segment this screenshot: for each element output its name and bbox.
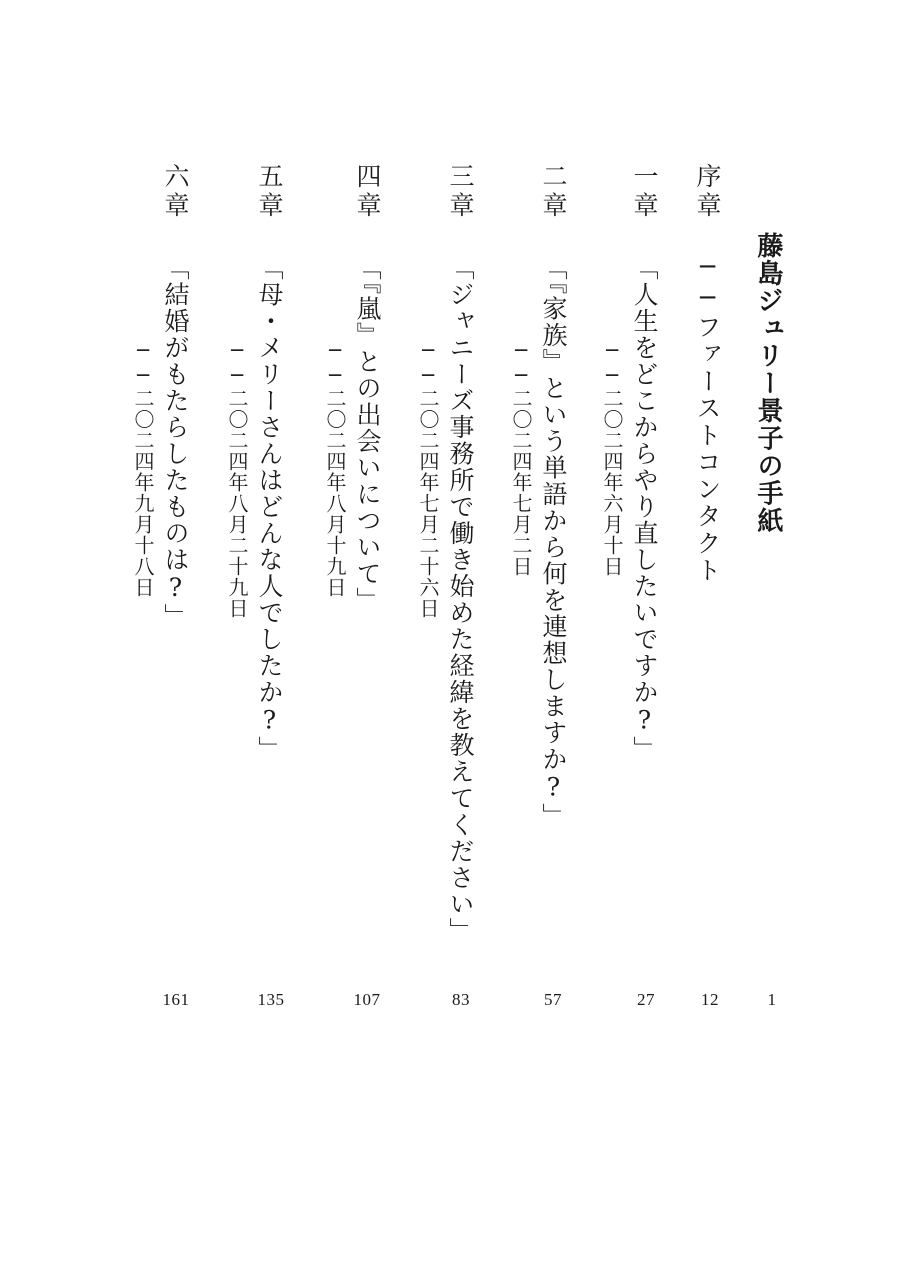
prologue-label: 序章: [693, 163, 722, 221]
chapter-2-page: 57: [544, 990, 562, 1009]
chapter-4-title: 「『嵐』との出会いについて」: [353, 255, 382, 614]
chapter-1-date: ──二〇二四年六月十日: [600, 338, 624, 577]
chapter-6-label: 六章: [161, 163, 190, 221]
toc-header-title: 藤島ジュリー景子の手紙: [753, 232, 783, 535]
chapter-3-title: 「ジャニーズ事務所で働き始めた経緯を教えてください」: [446, 255, 475, 944]
chapter-5-label: 五章: [255, 163, 284, 221]
chapter-2-title: 「『家族』という単語から何を連想しますか?」: [539, 255, 568, 830]
chapter-4-date: ──二〇二四年八月十九日: [323, 338, 347, 598]
chapter-5-title: 「母・メリーさんはどんな人でしたか?」: [255, 255, 284, 763]
chapter-2-date: ──二〇二四年七月二日: [509, 338, 533, 577]
chapter-3-page: 83: [452, 990, 470, 1009]
toc-header-page: 1: [767, 990, 777, 1009]
chapter-6-date: ──二〇二四年九月十八日: [131, 338, 155, 598]
chapter-1-label: 一章: [630, 163, 659, 221]
chapter-1-title: 「人生をどこからやり直したいですか?」: [630, 255, 659, 763]
prologue-page: 12: [701, 990, 719, 1009]
chapter-5-page: 135: [257, 990, 285, 1009]
chapter-5-date: ──二〇二四年八月二十九日: [225, 338, 249, 619]
chapter-6-title: 「結婚がもたらしたものは?」: [161, 255, 190, 630]
chapter-3-label: 三章: [446, 163, 475, 221]
prologue-title: ──ファーストコンタクト: [693, 252, 722, 584]
chapter-3-date: ──二〇二四年七月二十六日: [416, 338, 440, 619]
chapter-1-page: 27: [637, 990, 655, 1009]
chapter-4-page: 107: [353, 990, 381, 1009]
chapter-6-page: 161: [162, 990, 190, 1009]
chapter-4-label: 四章: [353, 163, 382, 221]
chapter-2-label: 二章: [539, 163, 568, 221]
